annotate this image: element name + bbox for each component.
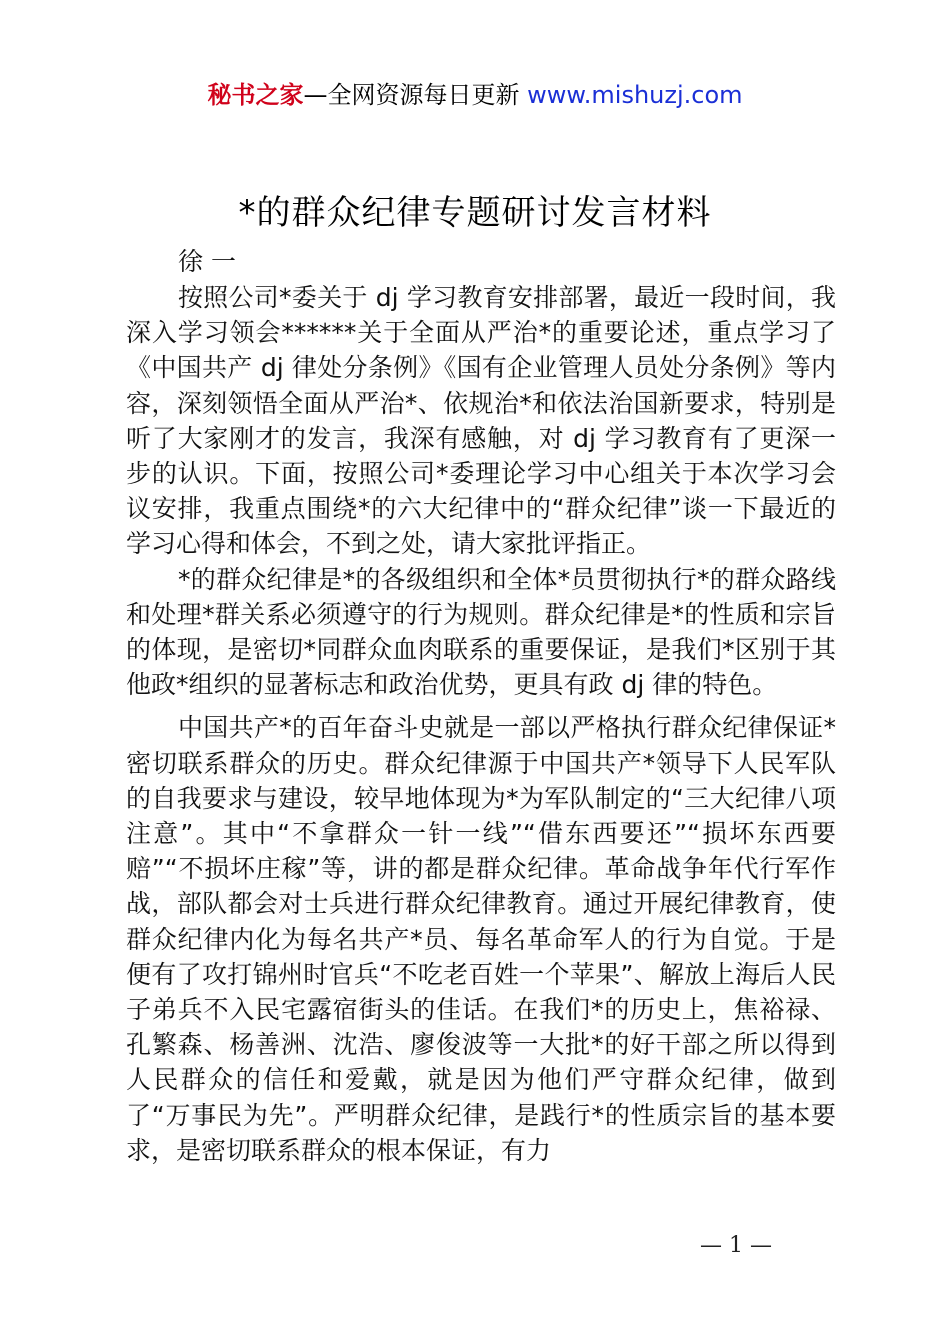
site-brand: 秘书之家 [207, 81, 304, 109]
document-title: *的群众纪律专题研讨发言材料 [238, 193, 712, 233]
body-paragraph: *的群众纪律是*的各级组织和全体*员贯彻执行*的群众路线和处理*群关系必须遵守的行为规则。群众纪律是*的性质和宗旨的体现，是密切*同群众血肉联系的重要保证，是我们*区别于其他政*组织的显著标志和政治优势，更具有政 dj 律的特色。 [126, 564, 836, 700]
site-url-link[interactable]: www.mishuzj.com [527, 81, 743, 109]
body-paragraph: 按照公司*委关于 dj 学习教育安排部署，最近一段时间，我深入学习领会******关于全面从严治*的重要论述，重点学习了《中国共产 dj 律处分条例》《国有企业管理人员处分条例》等内容，深刻领悟全面从严治*、依规治*和依法治国新要求，特别是听了大家刚才的发言，我深有感触，对 dj 学习教育有了更深一步的认识。下面，按照公司*委理论学习中心组关于本次学习会议安排，我重点围绕*的六大纪律中的“群众纪律”谈一下最近的学习心得和体会，不到之处，请大家批评指正。 [126, 283, 836, 559]
document-author: 徐 一 [178, 247, 236, 276]
document-body [126, 280, 836, 1168]
body-paragraph: 中国共产*的百年奋斗史就是一部以严格执行群众纪律保证*密切联系群众的历史。群众纪律源于中国共产*领导下人民军队的自我要求与建设，较早地体现为*为军队制定的“三大纪律八项注意”。其中“不拿群众一针一线”“借东西要还”“损坏东西要赔”“不损坏庄稼”等，讲的都是群众纪律。革命战争年代行军作战，部队都会对士兵进行群众纪律教育。通过开展纪律教育，使群众纪律内化为每名共产*员、每名革命军人的行为自觉。于是便有了攻打锦州时官兵“不吃老百姓一个苹果”、解放上海后人民子弟兵不入民宅露宿街头的佳话。在我们*的历史上，焦裕禄、孔繁森、杨善洲、沈浩、廖俊波等一大批*的好干部之所以得到人民群众的信任和爱戴，就是因为他们严守群众纪律，做到了“万事民为先”。严明群众纪律，是践行*的性质宗旨的基本要求，是密切联系群众的根本保证，有力 [126, 713, 836, 1165]
site-header [0, 78, 950, 112]
page-number: — 1 — [700, 1233, 772, 1258]
site-slogan: —全网资源每日更新 [303, 81, 528, 109]
